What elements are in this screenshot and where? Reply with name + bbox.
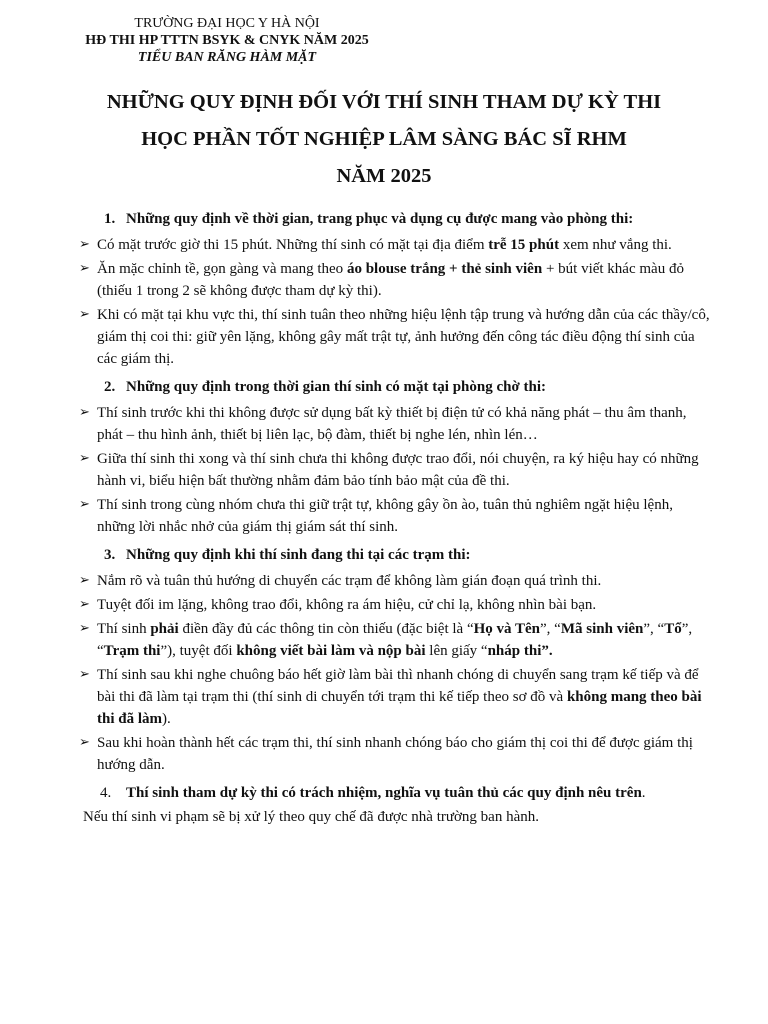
arrow-bullet-icon: ➢ [79, 573, 90, 588]
rule-text: Tuyệt đối im lặng, không trao đổi, không ra ám hiệu, cử chỉ lạ, không nhìn bài bạn. [97, 597, 597, 613]
rule-emphasis-text: Tổ [664, 621, 682, 637]
rule-emphasis-text: áo blouse trắng + thẻ sinh viên [346, 261, 543, 277]
section-1-heading [79, 208, 711, 230]
section-1-rules-list [79, 234, 711, 370]
rule-list-item [79, 494, 711, 538]
section-2-rules-list [79, 402, 711, 538]
document-body [79, 208, 711, 828]
arrow-bullet-icon: ➢ [79, 307, 90, 322]
section-number: 3. [104, 547, 116, 563]
rule-list-item [79, 234, 711, 256]
council-name: HĐ THI HP TTTN BSYK & CNYK NĂM 2025 [85, 33, 369, 48]
rule-emphasis-text: không viết bài làm và nộp bài [236, 643, 426, 659]
rule-text: Giữa thí sinh thi xong và thí sinh chưa thi không được trao đổi, nói chuyện, ra ký hiệu hay có những hành vi, biểu hiện bất thường nhằm đảm bảo tính bảo mật của đề thi. [97, 451, 699, 489]
rule-text: + bút viết khác màu đỏ (thiếu 1 trong 2 sẽ không được tham dự kỳ thi). [97, 261, 684, 299]
section-2-heading [79, 376, 711, 398]
section-heading-end: . [641, 785, 646, 801]
subcommittee-name: TIỂU BAN RĂNG HÀM MẶT [137, 50, 317, 65]
arrow-bullet-icon: ➢ [79, 237, 90, 252]
rule-text: ”, “ [643, 621, 665, 637]
rule-text: Có mặt trước giờ thi 15 phút. Những thí sinh có mặt tại địa điểm [97, 237, 489, 253]
title-line-1: NHỮNG QUY ĐỊNH ĐỐI VỚI THÍ SINH THAM DỰ KỲ THI [106, 91, 662, 113]
title-line-2: HỌC PHẦN TỐT NGHIỆP LÂM SÀNG BÁC SĨ RHM [141, 128, 627, 150]
section-number: 1. [104, 211, 116, 227]
rule-text: điền đầy đủ các thông tin còn thiếu (đặc biệt là “ [178, 621, 474, 637]
rule-text: Sau khi hoàn thành hết các trạm thi, thí sinh nhanh chóng báo cho giám thị coi thi để được giám thị hướng dẫn. [97, 735, 693, 773]
section-number: 2. [104, 379, 116, 395]
section-heading-text: Những quy định về thời gian, trang phục và dụng cụ được mang vào phòng thi: [126, 211, 634, 227]
rule-text: xem như vắng thi. [559, 237, 672, 253]
arrow-bullet-icon: ➢ [79, 497, 90, 512]
section-heading-text: Những quy định trong thời gian thí sinh có mặt tại phòng chờ thi: [126, 379, 547, 395]
section-heading-text: Những quy định khi thí sinh đang thi tại các trạm thi: [126, 547, 471, 563]
rule-emphasis-text: Mã sinh viên [560, 621, 644, 637]
rule-text: ”, “ [540, 621, 561, 637]
section-4-heading [79, 782, 711, 804]
rule-emphasis-text: không mang theo bài thi đã làm [97, 689, 702, 727]
section-3-heading [79, 544, 711, 566]
document-header [62, 16, 392, 66]
rule-emphasis-text: Họ và Tên [473, 621, 541, 637]
arrow-bullet-icon: ➢ [79, 667, 90, 682]
rule-text: Thí sinh trước khi thi không được sử dụng bất kỳ thiết bị điện tử có khả năng phát – thu âm thanh, phát – thu hình ảnh, thiết bị liên lạc, bộ đàm, thiết bị nghe lén, nhìn lén… [97, 405, 687, 443]
arrow-bullet-icon: ➢ [79, 405, 90, 420]
rule-list-item [79, 402, 711, 446]
arrow-bullet-icon: ➢ [79, 451, 90, 466]
rule-list-item [79, 448, 711, 492]
rule-list-item [79, 618, 711, 662]
rule-list-item [79, 258, 711, 302]
rule-list-item [79, 570, 711, 592]
rule-emphasis-text: phải [150, 621, 179, 637]
rule-list-item [79, 304, 711, 370]
closing-statement: Nếu thí sinh vi phạm sẽ bị xử lý theo quy chế đã được nhà trường ban hành. [83, 809, 539, 825]
rule-text: ”, “ [97, 621, 693, 659]
rule-text: ”), tuyệt đối [160, 643, 237, 659]
university-name: TRƯỜNG ĐẠI HỌC Y HÀ NỘI [134, 16, 320, 31]
rule-emphasis-text: nháp thi”. [487, 643, 553, 659]
rule-text: ). [162, 711, 171, 727]
rule-text: Khi có mặt tại khu vực thi, thí sinh tuân theo những hiệu lệnh tập trung và hướng dẫn của các thầy/cô, giám thị coi thi: giữ yên lặng, không gây mất trật tự, ảnh hưởng đến công tác điều động thí sinh của các giám thị. [97, 307, 710, 367]
rule-text: lên giấy “ [425, 643, 488, 659]
arrow-bullet-icon: ➢ [79, 735, 90, 750]
document-title [60, 84, 708, 195]
rule-text: Thí sinh [97, 621, 151, 637]
rule-text: Thí sinh sau khi nghe chuông báo hết giờ làm bài thì nhanh chóng di chuyển sang trạm kế tiếp và để bài thi đã làm tại trạm thi (thí sinh di chuyển tới trạm thi kế tiếp theo sơ đồ và [97, 667, 699, 705]
rule-text: Ăn mặc chỉnh tề, gọn gàng và mang theo [97, 261, 347, 277]
section-3-rules-list [79, 570, 711, 776]
title-line-3: NĂM 2025 [336, 165, 432, 187]
section-number: 4. [100, 785, 112, 801]
rule-text: Nắm rõ và tuân thủ hướng di chuyển các trạm để không làm gián đoạn quá trình thi. [97, 573, 602, 589]
rule-emphasis-text: trễ 15 phút [488, 237, 560, 253]
rule-list-item [79, 594, 711, 616]
arrow-bullet-icon: ➢ [79, 597, 90, 612]
rule-text: Thí sinh trong cùng nhóm chưa thi giữ trật tự, không gây ồn ào, tuân thủ nghiêm ngặt hiệu lệnh, những lời nhắc nhở của giám thị giám sát thí sinh. [97, 497, 673, 535]
arrow-bullet-icon: ➢ [79, 261, 90, 276]
section-heading-text: Thí sinh tham dự kỳ thi có trách nhiệm, nghĩa vụ tuân thủ các quy định nêu trên [126, 785, 642, 801]
rule-list-item [79, 664, 711, 730]
arrow-bullet-icon: ➢ [79, 621, 90, 636]
rule-list-item [79, 732, 711, 776]
rule-emphasis-text: Trạm thi [103, 643, 161, 659]
rules-sections [79, 208, 711, 776]
